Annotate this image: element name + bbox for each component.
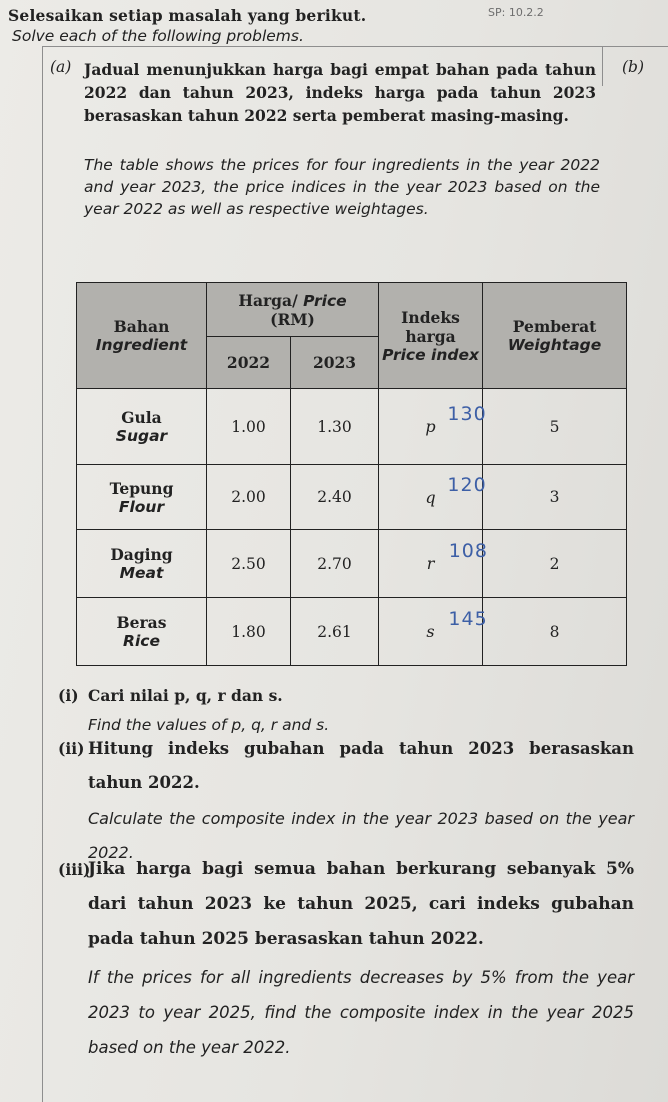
header-weightage (483, 283, 627, 389)
header-ingredient (77, 283, 207, 389)
index-symbol: s (426, 622, 435, 641)
weightage: 3 (483, 465, 627, 530)
index-symbol: p (425, 417, 436, 436)
ingredient-name-en: Rice (123, 632, 160, 650)
price-index-cell (379, 465, 487, 530)
price-index-cell (379, 598, 488, 666)
subquestion-english: If the prices for all ingredients decreases by 5% from the year 2023 to year 2025, find the composite index in the year 2025 based on the year 2022. (88, 968, 634, 1057)
subquestion-malay: Hitung indeks gubahan pada tahun 2023 berasaskan tahun 2022. (88, 739, 634, 792)
divider-horizontal (42, 46, 668, 47)
header-year-2022: 2022 (207, 337, 291, 389)
ingredient-name-ms: Daging (110, 545, 173, 564)
header-weightage-ms: Pemberat (512, 317, 597, 336)
ingredient-name-en: Meat (119, 564, 164, 582)
subquestion-number: (i) (58, 686, 79, 705)
ingredient-name-ms: Tepung (109, 478, 174, 498)
ingredient-name-ms: Beras (116, 613, 167, 632)
price-2022: 1.00 (207, 389, 291, 465)
header-price-ms: Harga/ (238, 290, 298, 310)
instruction-malay: Selesaikan setiap masalah yang berikut. (8, 6, 367, 25)
weightage: 2 (483, 530, 627, 598)
header-price-en: Price (303, 291, 347, 310)
price-index-cell (379, 389, 487, 465)
ingredient-name-en: Flour (118, 497, 165, 516)
question-stem-malay: Jadual menunjukkan harga bagi empat bahan pada tahun 2022 dan tahun 2023, indeks harga pada tahun 2023 berasaskan tahun 2022 serta pemberat masing-masing. (84, 60, 596, 125)
header-price-unit: (RM) (270, 309, 315, 329)
subquestion-malay: Cari nilai p, q, r dan s. (88, 686, 283, 705)
table-row (77, 389, 627, 465)
header-price (207, 283, 379, 337)
subquestion-number: (iii) (58, 860, 91, 879)
weightage: 8 (483, 598, 627, 666)
handwritten-answer: 120 (447, 473, 487, 496)
header-index (379, 283, 483, 389)
header-ingredient-ms: Bahan (113, 317, 170, 336)
handwritten-answer: 130 (447, 403, 487, 425)
subquestion-number: (ii) (58, 739, 85, 758)
ingredient-name-ms: Gula (121, 408, 162, 427)
price-2022: 2.00 (207, 465, 291, 530)
table-row (77, 530, 627, 598)
ingredient-name-en: Sugar (115, 427, 168, 445)
subquestion-i (58, 684, 634, 737)
subquestion-english: Find the values of p, q, r and s. (88, 716, 330, 734)
divider-vertical-right (602, 46, 603, 86)
price-2023: 1.30 (291, 389, 379, 465)
price-2022: 2.50 (207, 530, 291, 598)
index-symbol: q (425, 487, 436, 507)
subquestion-malay: Jika harga bagi semua bahan berkurang sebanyak 5% dari tahun 2023 ke tahun 2025, cari indeks gubahan pada tahun 2025 berasaskan tahun 2022. (88, 859, 634, 949)
part-a-label: (a) (50, 58, 72, 76)
header-weightage-en: Weightage (507, 336, 602, 354)
divider-vertical-left (42, 46, 43, 1102)
instruction-english: Solve each of the following problems. (12, 27, 304, 45)
handwritten-answer: 108 (448, 540, 488, 562)
table-row (77, 465, 627, 530)
price-2022: 1.80 (207, 598, 291, 666)
index-symbol: r (426, 554, 435, 573)
header-year-2023: 2023 (291, 337, 379, 389)
subquestion-english: Calculate the composite index in the year 2023 based on the year 2022. (88, 809, 634, 862)
header-ingredient-en: Ingredient (95, 336, 188, 354)
part-b-label: (b) (622, 58, 645, 76)
price-index-cell (379, 530, 488, 598)
price-2023: 2.61 (291, 598, 379, 666)
question-stem-english: The table shows the prices for four ingredients in the year 2022 and year 2023, the price indices in the year 2023 based on the year 2022 as well as respective weightages. (84, 156, 600, 218)
weightage: 5 (483, 389, 627, 465)
header-index-en: Price index (382, 345, 479, 364)
table-row (77, 598, 627, 666)
price-2023: 2.70 (291, 530, 379, 598)
handwritten-answer: 145 (448, 608, 488, 630)
subquestion-iii (58, 852, 634, 1065)
header-index-ms: Indeks harga (401, 307, 460, 346)
price-2023: 2.40 (291, 465, 379, 530)
syllabus-tag: SP: 10.2.2 (488, 6, 544, 19)
price-table (76, 282, 627, 666)
